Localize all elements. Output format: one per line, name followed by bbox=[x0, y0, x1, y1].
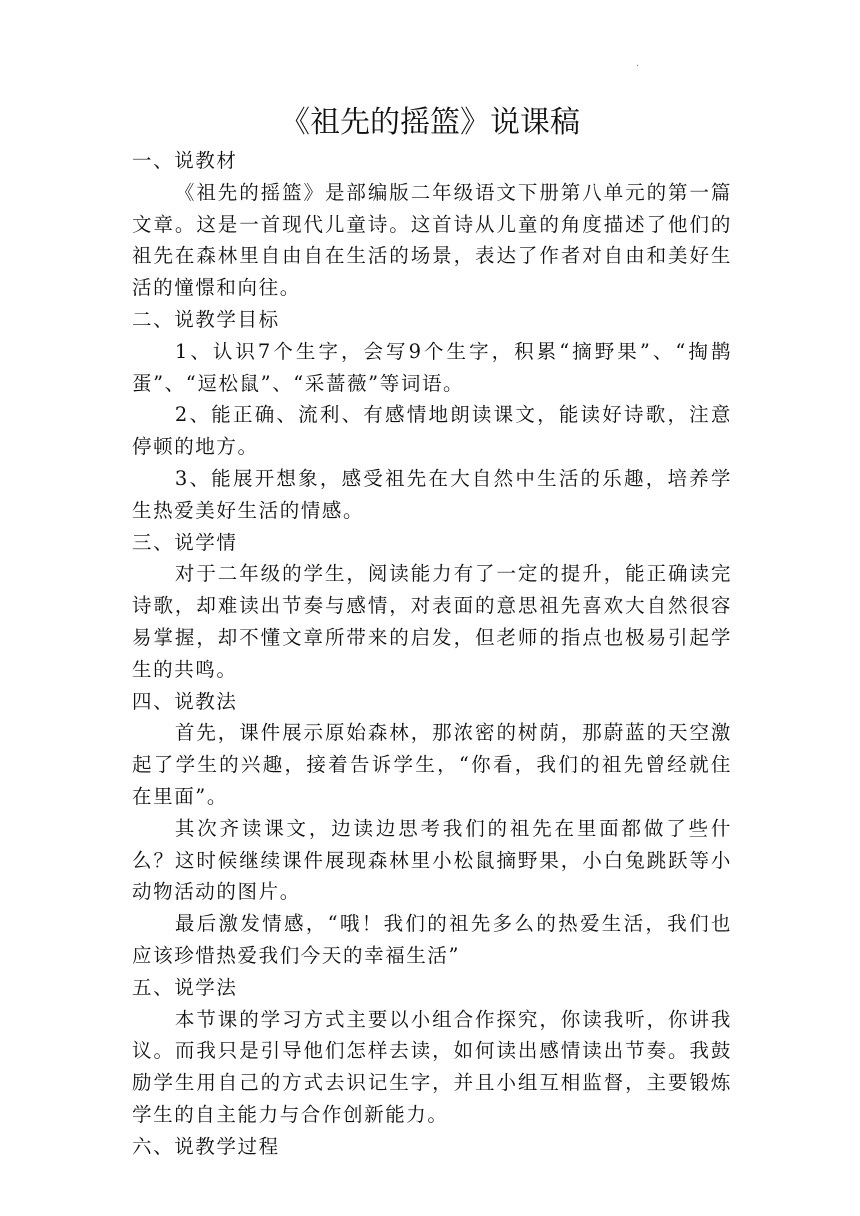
paragraph: 本节课的学习方式主要以小组合作探究，你读我听，你讲我议。而我只是引导他们怎样去读，如何读出感情读出节奏。我鼓励学生用自己的方式去识记生字，并且小组互相监督，主要锻炼学生的自主能力与合作创新能力。 bbox=[132, 1007, 732, 1126]
section-heading: 六、说教学过程 bbox=[132, 1134, 280, 1158]
paragraph: 2、能正确、流利、有感情地朗读课文，能读好诗歌，注意停顿的地方。 bbox=[132, 403, 732, 459]
section-heading: 三、说学情 bbox=[132, 530, 238, 554]
document-body bbox=[132, 145, 732, 1163]
paragraph: 1、认识7个生字，会写9个生字，积累“摘野果”、“掏鹊蛋”、“逗松鼠”、“采蔷薇”等词语。 bbox=[132, 339, 732, 395]
paragraph: 对于二年级的学生，阅读能力有了一定的提升，能正确读完诗歌，却难读出节奏与感情，对表面的意思祖先喜欢大自然很容易掌握，却不懂文章所带来的启发，但老师的指点也极易引起学生的共鸣。 bbox=[132, 562, 732, 681]
document-title: 《祖先的摇篮》说课稿 bbox=[280, 105, 580, 140]
header-mark: . bbox=[636, 58, 640, 69]
section-heading: 四、说教法 bbox=[132, 689, 238, 713]
paragraph: 首先，课件展示原始森林，那浓密的树荫，那蔚蓝的天空激起了学生的兴趣，接着告诉学生，“你看，我们的祖先曾经就住在里面”。 bbox=[132, 721, 732, 808]
paragraph: 其次齐读课文，边读边思考我们的祖先在里面都做了些什么？这时候继续课件展现森林里小松鼠摘野果，小白兔跳跃等小动物活动的图片。 bbox=[132, 816, 732, 904]
section-heading: 一、说教材 bbox=[132, 149, 238, 172]
paragraph: 3、能展开想象，感受祖先在大自然中生活的乐趣，培养学生热爱美好生活的情感。 bbox=[132, 466, 732, 522]
paragraph: 《祖先的摇篮》是部编版二年级语文下册第八单元的第一篇文章。这是一首现代儿童诗。这首诗从儿童的角度描述了他们的祖先在森林里自由自在生活的场景，表达了作者对自由和美好生活的憧憬和向往。 bbox=[132, 180, 732, 300]
section-heading: 五、说学法 bbox=[132, 975, 238, 999]
paragraph: 最后激发情感，“哦！我们的祖先多么的热爱生活，我们也应该珍惜热爱我们今天的幸福生活” bbox=[132, 912, 732, 967]
section-heading: 二、说教学目标 bbox=[132, 307, 280, 331]
